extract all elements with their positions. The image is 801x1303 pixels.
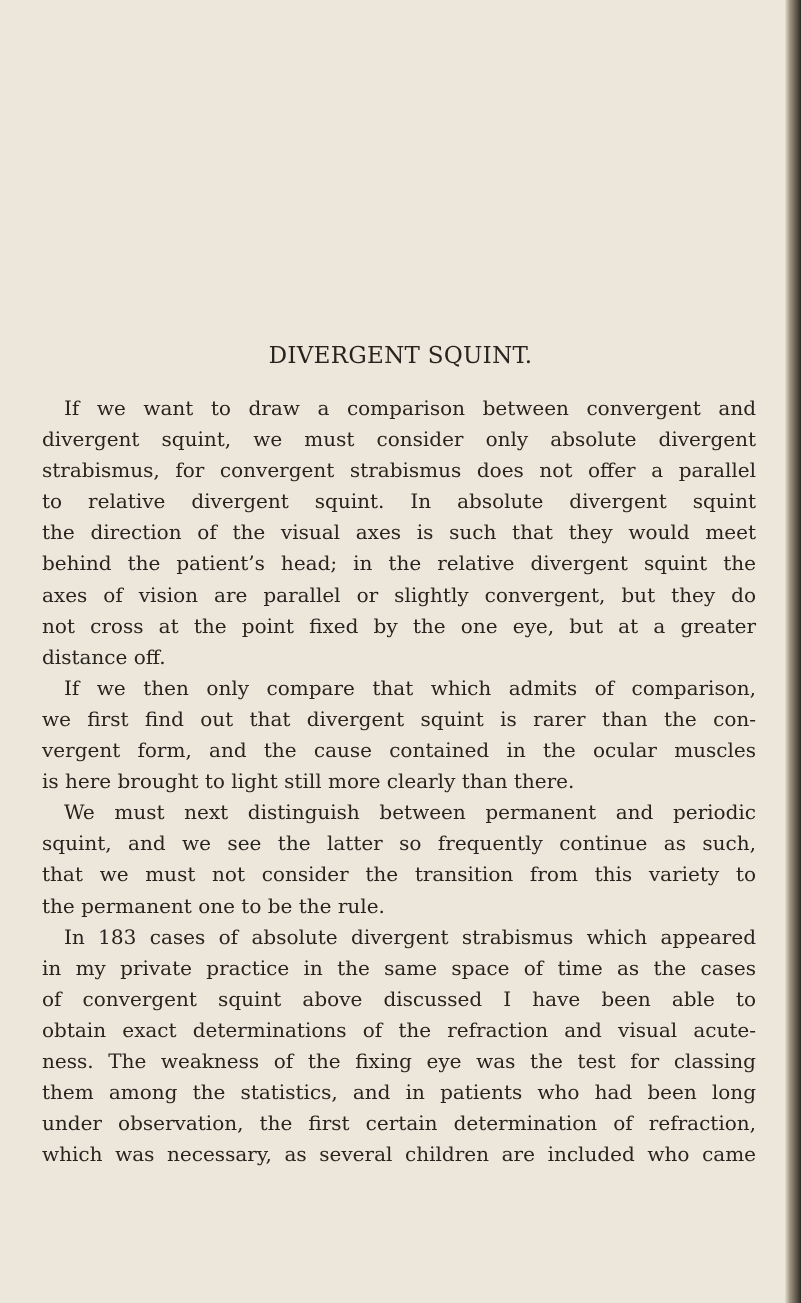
text-line: strabismus, for convergent strabismus does not offer a parallel (42, 458, 756, 483)
text-line: obtain exact determinations of the refraction and visual acute- (42, 1017, 756, 1042)
text-line: the permanent one to be the rule. (42, 893, 385, 918)
text-line: them among the statistics, and in patients who had been long (42, 1080, 756, 1105)
text-line: If we want to draw a comparison between convergent and (64, 396, 756, 420)
chapter-heading: DIVERGENT SQUINT. (268, 343, 533, 369)
text-line: the direction of the visual axes is such that they would meet (42, 520, 756, 545)
text-line: to relative divergent squint. In absolute divergent squint (42, 489, 756, 514)
text-line: which was necessary, as several children are included who came (42, 1142, 756, 1167)
text-line: squint, and we see the latter so frequently continue as such, (42, 831, 756, 856)
body-text (42, 393, 756, 1170)
text-line: axes of vision are parallel or slightly convergent, but they do (42, 582, 756, 607)
text-line: If we then only compare that which admits of comparison, (64, 675, 756, 700)
text-line: of convergent squint above discussed I have been able to (42, 986, 756, 1011)
text-line: that we must not consider the transition from this variety to (42, 862, 756, 887)
text-line: in my private practice in the same space of time as the cases (42, 955, 756, 980)
text-line: is here brought to light still more clearly than there. (42, 769, 575, 794)
text-line: under observation, the first certain determination of refraction, (42, 1111, 756, 1136)
text-line: In 183 cases of absolute divergent strabismus which appeared (64, 924, 756, 949)
text-line: ness. The weakness of the fixing eye was the test for classing (42, 1048, 756, 1073)
text-line: divergent squint, we must consider only absolute divergent (42, 427, 756, 452)
text-line: behind the patient’s head; in the relative divergent squint the (42, 551, 756, 576)
text-line: not cross at the point fixed by the one eye, but at a greater (42, 613, 756, 638)
text-line: we first find out that divergent squint is rarer than the con- (42, 706, 756, 731)
page-binding-edge (785, 0, 801, 1303)
text-line: vergent form, and the cause contained in the ocular muscles (42, 738, 756, 763)
text-line: We must next distinguish between permanent and periodic (64, 800, 756, 825)
text-line: distance off. (42, 644, 166, 669)
